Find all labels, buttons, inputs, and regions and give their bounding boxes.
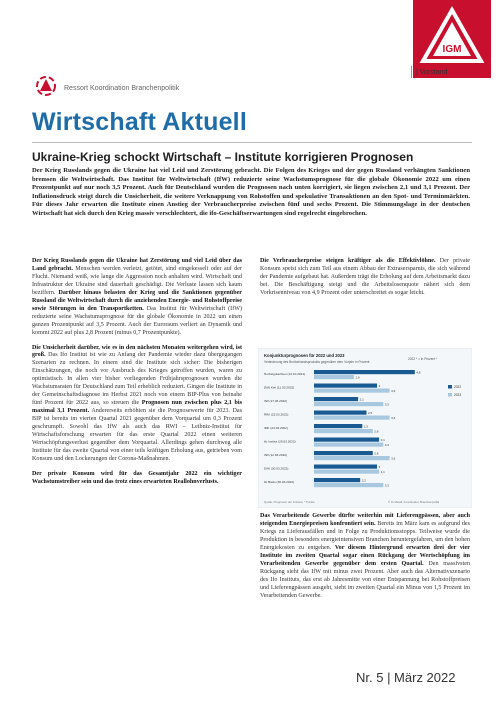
article-headline: Ukraine-Krieg schockt Wirtschaft – Institute korrigieren Prognosen [32, 150, 414, 164]
issue-number: Nr. 5 | März 2022 [356, 670, 456, 685]
chart-bar-2022 [314, 438, 379, 442]
chart-category-label: RWI (23.03.2022) [264, 412, 289, 417]
chart-data-label: 3,6 [391, 456, 396, 461]
right-column-top [260, 258, 470, 305]
chart-bar-2022 [314, 370, 415, 374]
chart-source-right: © IG Metall, Koordination Branchenpolitik [388, 500, 440, 504]
left-p1-bold: Der Krieg Russlands gegen die Ukraine hat Zerstörung und viel Leid über das Land gebracht. [32, 258, 242, 272]
forecast-chart [258, 348, 472, 508]
chart-bar-2023 [314, 416, 390, 420]
chart-data-label: 2,2 [361, 478, 366, 483]
chart-data-label: 2,3 [363, 424, 368, 429]
right-column-bottom [260, 513, 470, 600]
chart-source-left: Quelle: Prognosen der Institute; * Punkte [264, 500, 315, 504]
chart-data-label: 3,6 [391, 389, 396, 394]
chart-bar-2023 [314, 375, 354, 379]
chart-bar-2022 [314, 384, 377, 388]
ig-metall-logo-mark [413, 0, 491, 78]
ressort-label: Ressort Koordination Branchenpolitik [64, 85, 180, 92]
chart-category-label: IfW (17.03.2022) [264, 399, 288, 403]
chart-category-label: ifo Institut (29.03.2022) [264, 439, 296, 444]
right-p1-text: Der private Konsum speist sich zum Teil aus einem Abbau der Extrasersparnis, die sich während der Pandemie aufgebaut hat. Außerdem trägt die Erholung auf dem Arbeitsmarkt dazu bei. Die Beschäftigung steigt und die Arbeitslosenquote nähert sich dem Vorkrisenniveau von 4,9 Prozent oder unterschreitet es sogar leicht. [260, 258, 470, 296]
chart-bar-2022 [314, 411, 367, 415]
chart-bar-2023 [314, 456, 390, 460]
chart-data-label: 2,8 [374, 429, 379, 434]
chart-bar-2023 [314, 402, 383, 406]
chart-title: Konjunkturprognosen für 2022 und 2023 [264, 353, 345, 358]
ressort-logo-icon [30, 73, 62, 99]
chart-data-label: 3 [378, 384, 381, 389]
chart-data-label: 3,1 [380, 438, 385, 443]
chart-data-label: 2,1 [359, 397, 364, 402]
chart-legend-label: 2023 [454, 393, 462, 397]
chart-category-label: IfW (12.03.2022) [264, 453, 288, 457]
ig-metall-logo [413, 0, 491, 78]
chart-data-label: 2,8 [374, 451, 379, 456]
chart-bar-2022 [314, 397, 358, 401]
title-divider [32, 142, 472, 143]
right-p2-bold: Das Verarbeitende Gewerbe dürfte weiterhin mit Lieferengpässen, aber auch steigenden Energiepreisen konfrontiert sein. [260, 513, 470, 527]
chart-legend-swatch [448, 393, 452, 397]
chart-data-label: 4,8 [416, 370, 421, 375]
chart-bar-2022 [314, 451, 373, 455]
chart-bar-2023 [314, 389, 390, 393]
chart-bar-2022 [314, 465, 377, 469]
left-paragraph-1 [32, 258, 242, 338]
chart-category-label: IMK (23.03.2022) [264, 426, 288, 430]
chart-category-label: DIW (30.03.2022) [264, 466, 289, 471]
right-p1-bold: Die Verbraucherpreise steigen kräftiger als die Effektivlöhne. [260, 258, 436, 264]
chart-subtitle: Veränderung des Bruttoinlandsprodukts gegenüber dem Vorjahr in Prozent [264, 360, 370, 364]
chart-legend-swatch [448, 385, 452, 389]
chart-category-label: Herbstgutachten (14.10.2021) [264, 372, 306, 376]
right-paragraph-1 [260, 258, 470, 298]
left-paragraph-2 [32, 345, 242, 464]
chart-data-label: 3,3 [384, 402, 389, 407]
chart-category-label: ifo Basis (30.03.2022) [264, 480, 295, 484]
left-column [32, 258, 242, 494]
vorstand-label: | Vorstand [416, 69, 448, 76]
right-p2-bold2: Vor diesem Hintergrund erwarten drei der vier Institute im zweiten Quartal sogar einen Rückgang der Wertschöpfung im Verarbeitenden Gewerbe gegenüber dem ersten Quartal. [260, 544, 470, 567]
left-p3-bold: Der private Konsum wird für das Gesamtjahr 2022 ein wichtiger Wachstumstreiber sein und das trotz eines erwarteten Reallohnverlusts. [32, 470, 242, 485]
left-p2-bold: Die Unsicherheit darüber, wie es in den nächsten Monaten weitergehen wird, ist groß. [32, 344, 242, 359]
chart-data-label: 1,9 [355, 375, 360, 380]
chart-data-label: 3,6 [391, 416, 396, 421]
left-p1-text2: Das Institut für Weltwirtschaft (IfW) reduzierte seine Wachstumsprognose für die globale Ökonomie in 2022 um einen ganzen Prozentpunkt auf 3,5 Prozent. Auch der Euroraum verliert an Dynamik und kommt 2022 auf plus 2,8 Prozent (minus 0,7 Prozentpunkte). [32, 305, 243, 336]
chart-bar-2023 [314, 483, 383, 487]
chart-data-label: 3 [378, 465, 381, 470]
left-p1-text: Menschen werden verletzt, getötet, sind eingekesselt oder auf der Flucht. Niemand weiß, wie lange die Aggression noch anhalten wird. Wirtschaft und Infrastruktur der Ukraine sind dauerhaft geschädigt. Die Verluste lassen sich kaum beziffern. [32, 265, 243, 296]
chart-bar-2022 [314, 424, 362, 428]
chart-bar-2022 [314, 478, 360, 482]
left-p2-bold2: Prognosen nun zwischen plus 2,1 bis maximal 3,1 Prozent. [32, 400, 242, 415]
chart-bar-2023 [314, 429, 373, 433]
chart-data-label: 2,5 [368, 411, 373, 416]
chart-legend-label: 2022 [454, 385, 462, 389]
left-p2-text2: Andererseits erhöhten sie die Prognosewerte für 2023. Das BIP ist bereits im vierten Quartal 2021 gegenüber dem Vorquartal um 0,3 Prozent geschrumpft. Sowohl das IfW als auch das RWI – Leibniz-Institut für Wirtschaftsforschung erwarten für das erste Quartal 2022 einen weiteren Wertschöpfungsverlust gegenüber dem Vorquartal. Allerdings gehen durchweg alle Institute für das zweite Quartal von einer teils kräftigen Erholung aus, getrieben vom Konsum und den Lockerungen der Corona-Maßnahmen. [32, 408, 242, 462]
left-p2-text: Das Ifo Institut ist wie zu Anfang der Pandemie wieder dazu übergegangen Szenarien zu rechnen. In einem sind die Institute sich sicher: Die bisherigen Einschätzungen, die noch vor Ausbruch des Krieges getroffen wurden, waren zu optimistisch. In allen vier bisher vorliegenden Frühjahrsprognosen wurden die Wachstumsraten für Deutschland zum Teil erheblich reduziert. Gingen die Institute in der Gemeinschaftsdiagnose im Herbst 2021 noch von einem BIP-Plus von beinahe fünf Prozent für 2022 aus, so streuen die [32, 352, 242, 407]
chart-data-label: 3,1 [380, 470, 385, 475]
chart-bar-2023 [314, 443, 383, 447]
right-p2-text: Bereits im März kam es aufgrund des Kriegs zu Lieferausfällen und in Folge zu Produktionsstopps. Teilweise wurde die Produktion in besonders energieintensiven Branchen heruntergefahren, um den hohen Energiekosten zu entgehen. [260, 520, 471, 551]
right-p2-text2: Den massivsten Rückgang sieht das IfW mit minus zwei Prozent. Aber auch das Alternativszenario des Ifo Instituts, das erst ab Jahresmitte von einer Entspannung bei Rohstoffpreisen und Lieferengpässen ausgeht, sieht im zweiten Quartal ein Minus von 1,5 Prozent im Verarbeitenden Gewerbe. [260, 560, 471, 599]
chart-data-label: 3,3 [384, 443, 389, 448]
forecast-chart-svg [258, 348, 472, 508]
svg-text:IGM: IGM [442, 44, 462, 55]
chart-category-label: DIW Kiel (11.03.2022) [264, 385, 295, 390]
vorstand-divider [411, 66, 412, 78]
chart-bar-2023 [314, 470, 379, 474]
left-paragraph-3 [32, 471, 242, 487]
chart-legend-header: 2022 * = in Prozent * [408, 357, 438, 361]
left-p1-bold2: Darüber hinaus belasten der Krieg und die Sanktionen gegenüber Russland die Weltwirtschaft durch die anziehenden Energie- und Rohstoffpreise sowie Störungen in den Transportketten. [32, 289, 242, 312]
lead-paragraph: Der Krieg Russlands gegen die Ukraine hat viel Leid und Zerstörung gebracht. Die Folgen des Krieges und der gegen Russland verhängten Sanktionen bremsen die Weltwirtschaft. Das Institut für Weltwirtschaft (IfW) reduzierte seine Wachstumsprognose für die globale Ökonomie 2022 um einen Prozentpunkt auf nur noch 3,5 Prozent. Auch für Deutschland wurden die Prognosen nach unten korrigiert, sie liegen zwischen 2,1 und 3,1 Prozent. Der Inflationsdruck steigt durch die Unsicherheit, die weitere Verknappung von Rohstoffen und spekulative Transaktionen an den Spot- und Terminmärkten. Für dieses Jahr erwarten die Institute einen Anstieg der Verbraucherpreise zwischen fünf und sechs Prozent. Die Stimmungslage in der deutschen Wirtschaft hat sich durch den Krieg massiv verschlechtert, die ifo-Geschäftserwartungen sind regelrecht eingebrochen. [32, 167, 470, 217]
masthead-title: Wirtschaft Aktuell [32, 108, 247, 136]
chart-data-label: 3,3 [384, 483, 389, 488]
